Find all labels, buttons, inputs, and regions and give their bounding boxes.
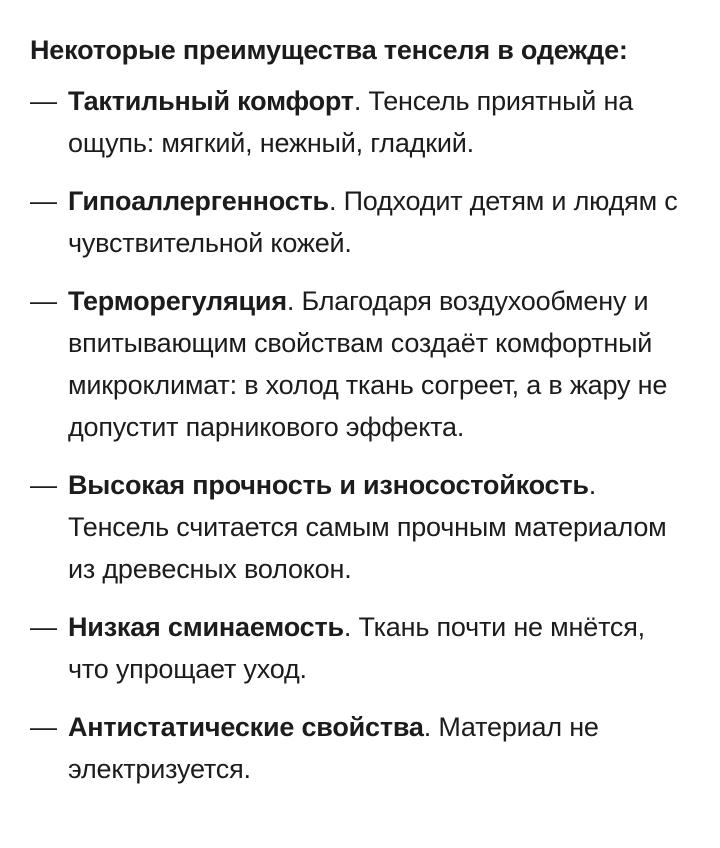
heading: Некоторые преимущества тенселя в одежде:	[30, 35, 628, 65]
list-item	[30, 706, 684, 790]
item-term: Низкая сминаемость	[68, 612, 344, 642]
item-term: Тактильный комфорт	[68, 86, 354, 116]
item-text: . Подходит детям и людям с чувствительной кожей.	[68, 186, 678, 258]
item-term: Терморегуляция	[68, 286, 287, 316]
bullet-dash: —	[30, 286, 57, 316]
item-text: . Тенсель считается самым прочным материалом из древесных волокон.	[68, 470, 667, 584]
item-term: Антистатические свойства	[68, 712, 424, 742]
bullet-dash: —	[30, 186, 57, 216]
list-item	[30, 464, 684, 590]
list-item	[30, 180, 684, 264]
item-text: . Материал не электризуется.	[68, 712, 599, 784]
bullet-dash: —	[30, 470, 57, 500]
bullet-dash: —	[30, 712, 57, 742]
bullet-dash: —	[30, 612, 57, 642]
bullet-dash: —	[30, 86, 57, 116]
benefits-list	[30, 80, 684, 790]
list-item	[30, 80, 684, 164]
list-item	[30, 280, 684, 448]
item-text: . Благодаря воздухообмену и впитывающим свойствам создаёт комфортный микроклимат: в холод ткань согреет, а в жару не допустит парникового эффекта.	[68, 286, 668, 442]
list-item	[30, 606, 684, 690]
item-text: . Тенсель приятный на ощупь: мягкий, нежный, гладкий.	[68, 86, 634, 158]
item-text: . Ткань почти не мнётся, что упрощает уход.	[68, 612, 645, 684]
item-term: Гипоаллергенность	[68, 186, 329, 216]
item-term: Высокая прочность и износостойкость	[68, 470, 589, 500]
